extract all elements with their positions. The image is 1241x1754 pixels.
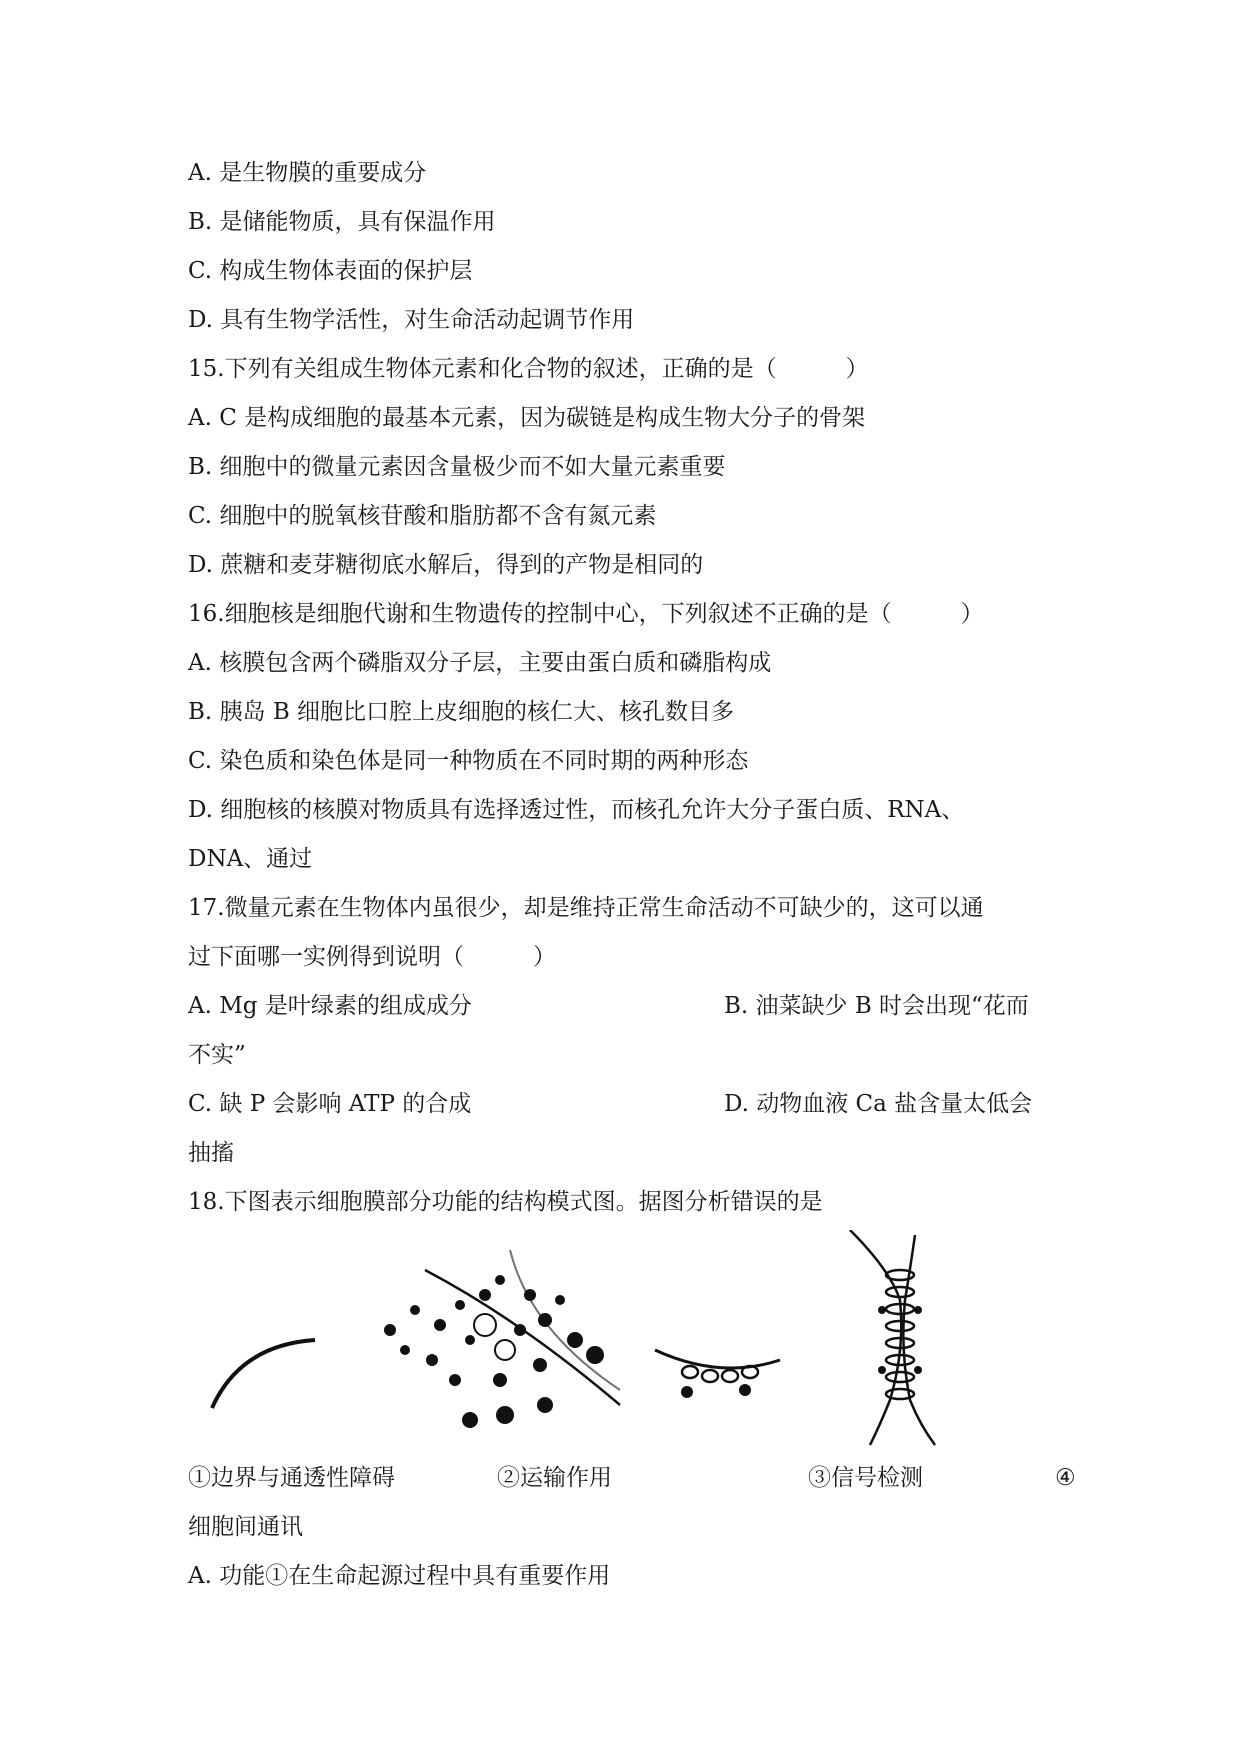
q16-option-d-cont: DNA、通过 bbox=[188, 846, 313, 872]
q16-option-c: C. 染色质和染色体是同一种物质在不同时期的两种形态 bbox=[188, 748, 749, 774]
q15-option-a: A. C 是构成细胞的最基本元素，因为碳链是构成生物大分子的骨架 bbox=[188, 405, 866, 431]
caption-2: ②运输作用 bbox=[497, 1465, 612, 1491]
q18-option-a: A. 功能①在生命起源过程中具有重要作用 bbox=[188, 1563, 611, 1589]
q17-option-a: A. Mg 是叶绿素的组成成分 bbox=[188, 993, 472, 1019]
panel-transport bbox=[384, 1250, 620, 1428]
q17-stem-line1: 17.微量元素在生物体内虽很少，却是维持正常生命活动不可缺少的，这可以通 bbox=[188, 895, 984, 921]
q16-option-d: D. 细胞核的核膜对物质具有选择透过性，而核孔允许大分子蛋白质、RNA、 bbox=[188, 797, 965, 823]
q17-option-d-cont: 抽搐 bbox=[188, 1140, 234, 1166]
panel-boundary bbox=[212, 1340, 315, 1408]
q16-stem: 16.细胞核是细胞代谢和生物遗传的控制中心，下列叙述不正确的是（ ） bbox=[188, 601, 984, 627]
q14-option-b: B. 是储能物质，具有保温作用 bbox=[188, 209, 496, 235]
q17-option-b: B. 油菜缺少 B 时会出现“花而 bbox=[724, 993, 1029, 1019]
q17-option-b-cont: 不实” bbox=[188, 1042, 246, 1068]
membrane-function-figure bbox=[200, 1230, 1060, 1455]
q15-stem: 15.下列有关组成生物体元素和化合物的叙述，正确的是（ ） bbox=[188, 356, 869, 382]
panel-communication bbox=[850, 1230, 935, 1445]
caption-3: ③信号检测 bbox=[808, 1465, 923, 1491]
caption-4-text: 细胞间通讯 bbox=[188, 1514, 303, 1540]
q14-option-c: C. 构成生物体表面的保护层 bbox=[188, 258, 473, 284]
q14-option-d: D. 具有生物学活性，对生命活动起调节作用 bbox=[188, 307, 635, 333]
q15-option-c: C. 细胞中的脱氧核苷酸和脂肪都不含有氮元素 bbox=[188, 503, 657, 529]
q18-stem: 18.下图表示细胞膜部分功能的结构模式图。据图分析错误的是 bbox=[188, 1189, 823, 1215]
caption-1: ①边界与通透性障碍 bbox=[188, 1465, 395, 1491]
q17-option-c: C. 缺 P 会影响 ATP 的合成 bbox=[188, 1091, 472, 1117]
caption-4: ④ bbox=[1055, 1465, 1076, 1491]
q15-option-d: D. 蔗糖和麦芽糖彻底水解后，得到的产物是相同的 bbox=[188, 552, 704, 578]
q16-option-a: A. 核膜包含两个磷脂双分子层，主要由蛋白质和磷脂构成 bbox=[188, 650, 772, 676]
q17-stem-line2: 过下面哪一实例得到说明（ ） bbox=[188, 944, 556, 970]
q15-option-b: B. 细胞中的微量元素因含量极少而不如大量元素重要 bbox=[188, 454, 726, 480]
q16-option-b: B. 胰岛 B 细胞比口腔上皮细胞的核仁大、核孔数目多 bbox=[188, 699, 735, 725]
q17-option-d: D. 动物血液 Ca 盐含量太低会 bbox=[724, 1091, 1033, 1117]
panel-signal bbox=[655, 1350, 780, 1398]
q14-option-a: A. 是生物膜的重要成分 bbox=[188, 160, 427, 186]
